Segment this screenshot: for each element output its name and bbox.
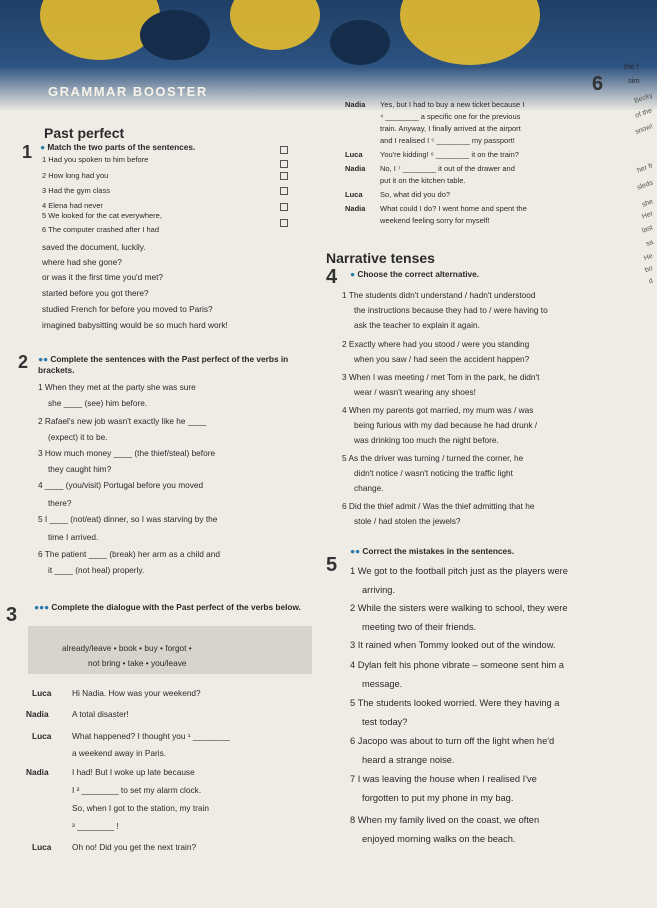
dialogue-speaker: Nadia [345, 204, 366, 213]
ex4-line: change. [354, 483, 384, 493]
exercise-2-instruction: Complete the sentences with the Past perfect of the verbs in brackets. [38, 354, 289, 375]
side-word: sa [644, 238, 654, 249]
ex4-line: 2 Exactly where had you stood / were you standing [342, 339, 530, 349]
ex1-answer: imagined babysitting would be so much hard work! [42, 320, 228, 330]
exercise-2-number: 2 [18, 352, 29, 372]
word-box-line: not bring • take • you/leave [88, 658, 187, 668]
exercise-1-number: 1 [22, 142, 33, 162]
side-word: of the [634, 107, 654, 120]
side-word: Her [640, 210, 654, 221]
exercise-5-number: 5 [326, 554, 338, 576]
ex4-line: 3 When I was meeting / met Tom in the park, he didn't [342, 372, 540, 382]
dialogue-speaker: Luca [345, 190, 363, 199]
ex2-line: 2 Rafael's new job wasn't exactly like he ____ [38, 416, 207, 426]
corner-text: the f [624, 62, 639, 71]
dialogue-line: train. Anyway, I finally arrived at the airport [380, 124, 521, 133]
ex1-item: 3 Had the gym class [42, 186, 110, 195]
answer-checkbox[interactable] [280, 219, 288, 227]
ex2-line: 6 The patient ____ (break) her arm as a child and [38, 549, 221, 559]
ex2-line: 5 I ____ (not/eat) dinner, so I was starving by the [38, 514, 218, 524]
ex2-line: (expect) it to be. [48, 432, 108, 442]
ex4-line: didn't notice / wasn't noticing the traffic light [354, 468, 513, 478]
side-margin [621, 60, 657, 290]
dialogue-speaker: Nadia [345, 164, 366, 173]
ex2-line: it ____ (not heal) properly. [48, 565, 145, 575]
dialogue-speaker: Luca [345, 150, 363, 159]
dialogue-line: No, I ⁷ ________ it out of the drawer and [380, 164, 515, 173]
side-word: He [643, 252, 654, 263]
ex5-line: 3 It rained when Tommy looked out of the window. [350, 640, 556, 650]
ex1-answer: or was it the first time you'd met? [42, 272, 164, 282]
ex4-line: 6 Did the thief admit / Was the thief admitting that he [342, 501, 535, 511]
ex1-answer: started before you got there? [42, 288, 149, 298]
ex5-line: 2 While the sisters were walking to school, they were [350, 603, 568, 613]
ex5-line: 5 The students looked worried. Were they having a [350, 698, 560, 708]
ex5-line: 6 Jacopo was about to turn off the light when he'd [350, 736, 555, 746]
section-title-narrative: Narrative tenses [326, 250, 435, 266]
word-box-line: already/leave • book • buy • forgot • [62, 643, 192, 653]
answer-checkbox[interactable] [280, 203, 288, 211]
dialogue-line: A total disaster! [72, 709, 129, 719]
corner-number: 6 [592, 73, 604, 95]
exercise-3-instruction: Complete the dialogue with the Past perfect of the verbs below. [51, 602, 301, 612]
dialogue-speaker: Luca [32, 688, 52, 698]
answer-checkbox[interactable] [280, 172, 288, 180]
ex2-line: 3 How much money ____ (the thief/steal) before [38, 448, 216, 458]
answer-checkbox[interactable] [280, 160, 288, 168]
ex5-line: arriving. [362, 585, 396, 595]
ex4-line: being furious with my dad because he had drunk / [354, 420, 538, 430]
side-word: snow! [634, 123, 654, 136]
ex2-line: 1 When they met at the party she was sure [38, 382, 196, 392]
ex5-line: 4 Dylan felt his phone vibrate – someone sent him a [350, 660, 564, 670]
dialogue-speaker: Luca [32, 842, 52, 852]
ex2-line: time I arrived. [48, 532, 99, 542]
ex4-line: the instructions because they had to / were having to [354, 305, 548, 315]
exercise-1-instruction: Match the two parts of the sentences. [47, 142, 196, 152]
ex4-line: 4 When my parents got married, my mum was / was [342, 405, 534, 415]
ex1-item: 5 We looked for the cat everywhere, [42, 211, 162, 220]
ex4-line: 1 The students didn't understand / hadn't understood [342, 290, 536, 300]
dialogue-line: weekend feeling sorry for myself! [380, 216, 490, 225]
ex5-line: 8 When my family lived on the coast, we often [350, 815, 540, 825]
dialogue-line: ³ ________ ! [72, 821, 119, 831]
exercise-5-instruction: Correct the mistakes in the sentences. [362, 546, 515, 556]
ex2-line: 4 ____ (you/visit) Portugal before you moved [38, 480, 204, 490]
ex2-line: they caught him? [48, 464, 112, 474]
ex5-line: heard a strange noise. [362, 755, 455, 765]
ex5-line: 1 We got to the football pitch just as the players were [350, 566, 568, 576]
answer-checkbox[interactable] [280, 146, 288, 154]
answer-checkbox[interactable] [280, 187, 288, 195]
dialogue-line: and I realised I ⁵ ________ my passport! [380, 136, 515, 145]
ex5-line: meeting two of their friends. [362, 622, 477, 632]
ex4-line: wear / wasn't wearing any shoes! [354, 387, 476, 397]
ex4-line: when you saw / had seen the accident happen? [354, 354, 530, 364]
ex4-line: ask the teacher to explain it again. [354, 320, 480, 330]
dialogue-line: What could I do? I went home and spent the [380, 204, 527, 213]
exercise-3-number: 3 [6, 604, 18, 626]
ex4-line: was drinking too much the night before. [354, 435, 499, 445]
dialogue-line: put it on the kitchen table. [380, 176, 466, 185]
exercise-4-number: 4 [326, 266, 338, 288]
dialogue-speaker: Nadia [26, 767, 49, 777]
ex1-item: 1 Had you spoken to him before [42, 155, 149, 164]
dialogue-line: You're kidding! ⁶ ________ it on the train? [380, 150, 519, 159]
side-word: last [641, 224, 654, 235]
side-word: she [640, 198, 654, 209]
grammar-booster-title: GRAMMAR BOOSTER [48, 84, 208, 99]
dialogue-line: a weekend away in Paris. [72, 748, 167, 758]
ex4-line: 5 As the driver was turning / turned the corner, he [342, 453, 524, 463]
ex1-item: 2 How long had you [42, 171, 109, 180]
dialogue-speaker: Nadia [345, 100, 366, 109]
ex5-line: forgotten to put my phone in my bag. [362, 793, 514, 803]
side-word: her fr [635, 162, 654, 175]
exercise-4-instruction: Choose the correct alternative. [357, 269, 480, 279]
dialogue-speaker: Nadia [26, 709, 49, 719]
dialogue-line: ⁴ ________ a specific one for the previous [380, 112, 521, 121]
ex5-line: 7 I was leaving the house when I realised I've [350, 774, 537, 784]
ex1-item: 6 The computer crashed after I had [42, 225, 160, 234]
dialogue-line: Hi Nadia. How was your weekend? [72, 688, 201, 698]
side-word: bo [644, 264, 654, 275]
side-word: d [648, 277, 655, 286]
dialogue-line: So, when I got to the station, my train [72, 803, 209, 813]
ex1-item: 4 Elena had never [42, 201, 103, 210]
side-word: sleds [635, 179, 654, 192]
side-word: Becky [633, 91, 654, 106]
dialogue-line: What happened? I thought you ¹ ________ [72, 731, 230, 741]
section-title-past-perfect: Past perfect [44, 125, 125, 141]
ex1-answer: studied French for before you moved to Paris? [42, 304, 213, 314]
dialogue-line: Oh no! Did you get the next train? [72, 842, 197, 852]
corner-text-2: sim [628, 76, 640, 85]
ex1-answer: where had she gone? [42, 257, 122, 267]
ex4-line: stole / had stolen the jewels? [354, 516, 461, 526]
ex5-line: message. [362, 679, 403, 689]
ex5-line: enjoyed morning walks on the beach. [362, 834, 516, 844]
ex1-answer: saved the document, luckily. [42, 242, 146, 252]
dialogue-line: I ² ________ to set my alarm clock. [72, 785, 202, 795]
ex2-line: there? [48, 498, 72, 508]
dialogue-line: So, what did you do? [380, 190, 451, 199]
dialogue-speaker: Luca [32, 731, 52, 741]
dialogue-line: Yes, but I had to buy a new ticket because I [380, 100, 525, 109]
dialogue-line: I had! But I woke up late because [72, 767, 195, 777]
ex5-line: test today? [362, 717, 408, 727]
ex2-line: she ____ (see) him before. [48, 398, 148, 408]
